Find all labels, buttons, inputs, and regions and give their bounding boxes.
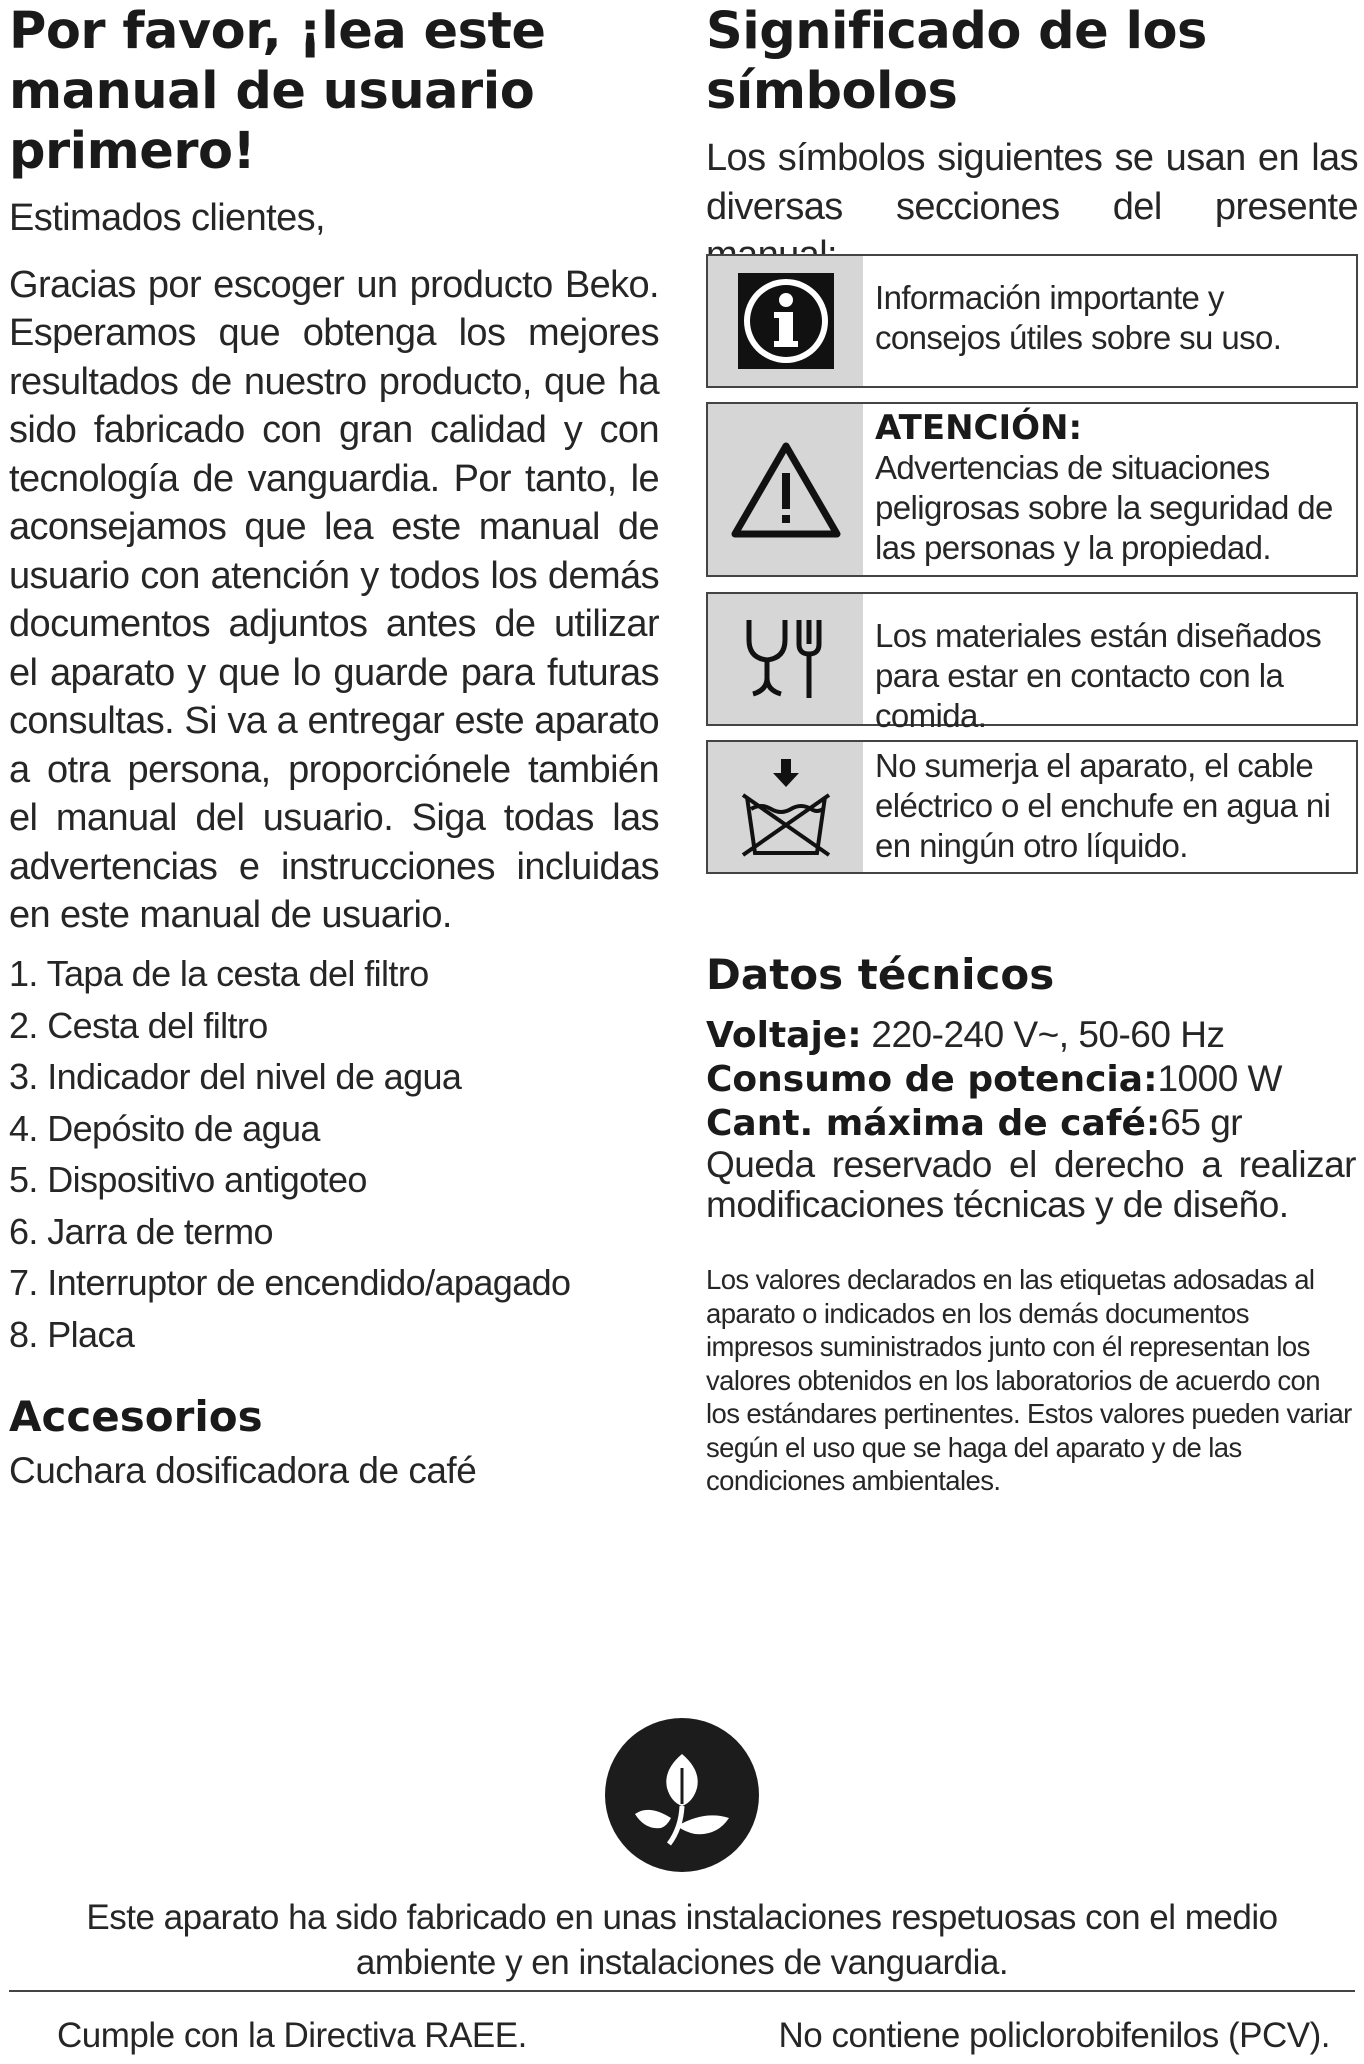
list-item: 4. Depósito de agua <box>9 1107 320 1149</box>
spec-voltage-value: 220-240 V~, 50-60 Hz <box>861 1014 1225 1055</box>
symbols-title: Significado de los símbolos <box>706 2 1207 121</box>
list-item: 3. Indicador del nivel de agua <box>9 1056 462 1097</box>
intro-body: Gracias por escoger un producto Beko. Esperamos que obtenga los mejores resultados de nuestro producto, que ha sido fabricado con gran calidad y con tecnología de vanguardia. Por tanto, le aconsejamos que lea este manual de usuario con atención y todos los demás documentos adjuntos antes de utilizar el aparato y que lo guarde para futuras consultas. Si va a entregar este aparato a otra persona, proporciónele también el manual del usuario. Siga todas las advertencias e instrucciones incluidas en este manual de usuario. <box>9 263 659 936</box>
intro-greeting: Estimados clientes, <box>9 197 325 239</box>
accessories-section <box>9 1392 649 1492</box>
list-item: 5. Dispositivo antigoteo <box>9 1159 367 1200</box>
list-item: 7. Interruptor de encendido/apagado <box>9 1262 571 1303</box>
intro-section <box>9 2 659 940</box>
spec-coffee-value: 65 gr <box>1160 1102 1243 1143</box>
parts-list <box>9 948 649 1360</box>
tech-section <box>706 950 1356 1498</box>
symbol-box-food <box>706 592 1358 734</box>
spec-power-value: 1000 W <box>1157 1058 1282 1099</box>
symbols-section <box>706 2 1358 280</box>
warning-triangle-icon <box>708 404 863 575</box>
symbol-immerse-text <box>863 742 1356 872</box>
symbol-warning-heading: ATENCIÓN: <box>875 408 1083 448</box>
spec-voltage <box>706 1013 1356 1057</box>
accessories-title: Accesorios <box>9 1392 263 1441</box>
footer-pcb: No contiene policlorobifenilos (PCV). <box>778 2016 1330 2055</box>
accessories-text: Cuchara dosificadora de café <box>9 1450 477 1491</box>
symbol-immerse-description: No sumerja el aparato, el cable eléctrico o el enchufe en agua ni en ningún otro líquido. <box>875 747 1331 864</box>
footer-weee: Cumple con la Directiva RAEE. <box>57 2016 527 2055</box>
eco-leaf-icon <box>605 1718 759 1872</box>
symbol-warning-description: Advertencias de situaciones peligrosas sobre la seguridad de las personas y la propiedad. <box>875 449 1333 566</box>
food-contact-icon <box>708 594 863 724</box>
list-item: 1. Tapa de la cesta del filtro <box>9 953 429 994</box>
symbol-box-immerse <box>706 740 1358 874</box>
symbol-food-description: Los materiales están diseñados para estar en contacto con la comida. <box>875 617 1322 734</box>
symbol-info-description: Información importante y consejos útiles sobre su uso. <box>875 279 1282 356</box>
intro-title: Por favor, ¡lea este manual de usuario primero! <box>9 2 546 181</box>
symbol-food-text <box>863 594 1356 734</box>
symbol-info-text <box>863 256 1356 386</box>
spec-coffee <box>706 1101 1356 1145</box>
spec-voltage-label: Voltaje: <box>706 1015 862 1056</box>
tech-note: Los valores declarados en las etiquetas adosadas al aparato o indicados en los demás documentos impresos suministrados junto con él representan los valores obtenidos en los laboratorios de acuerdo con los estándares pertinentes. Estos valores pueden variar según el uso que se haga del aparato y de las condiciones ambientales. <box>706 1264 1352 1496</box>
list-item: 6. Jarra de termo <box>9 1210 273 1252</box>
eco-text: Este aparato ha sido fabricado en unas instalaciones respetuosas con el medio ambiente y en instalaciones de vanguardia. <box>86 1898 1278 1982</box>
tech-title: Datos técnicos <box>706 950 1055 999</box>
footer-divider <box>9 1990 1355 1992</box>
spec-coffee-label: Cant. máxima de café: <box>706 1103 1161 1144</box>
symbols-intro: Los símbolos siguientes se usan en las diversas secciones del presente <box>706 137 1358 228</box>
do-not-immerse-icon <box>708 742 863 872</box>
info-icon <box>708 256 863 386</box>
symbol-box-warning <box>706 402 1358 577</box>
symbol-warning-text <box>863 404 1356 575</box>
list-item: 2. Cesta del filtro <box>9 1004 268 1046</box>
spec-power <box>706 1057 1356 1101</box>
tech-reserved: Queda reservado el derecho a realizar modificaciones técnicas y de diseño. <box>706 1144 1356 1225</box>
list-item: 8. Placa <box>9 1313 135 1355</box>
symbol-box-info <box>706 254 1358 388</box>
spec-power-label: Consumo de potencia: <box>706 1059 1158 1100</box>
